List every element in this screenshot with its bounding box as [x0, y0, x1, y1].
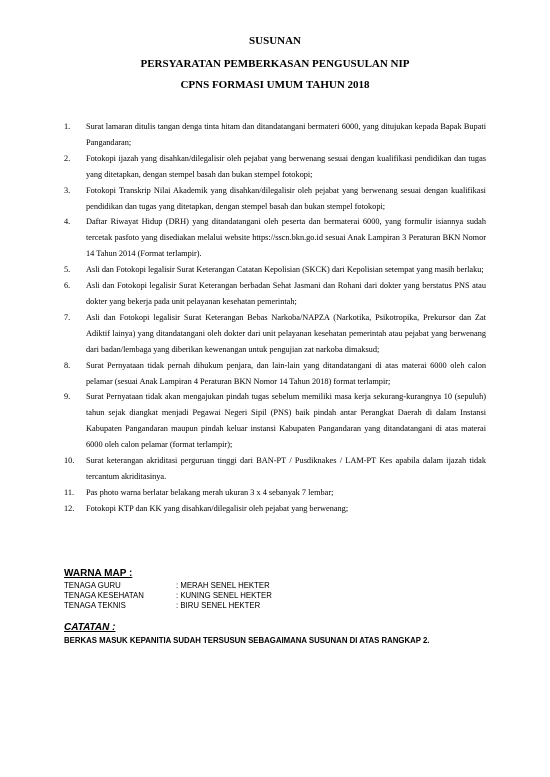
list-item: [64, 262, 486, 278]
map-row: [64, 581, 272, 591]
item-number: 6.: [64, 281, 71, 291]
item-text: Fotokopi KTP dan KK yang disahkan/dilegalisir oleh pejabat yang berwenang;: [86, 503, 349, 513]
item-text: Surat Pernyataan tidak akan mengajukan pindah tugas sebelum memiliki masa kerja sekurang-kurangnya 10 (sepuluh) tahun sejak diangkat menjadi Pegawai Negeri Sipil (PNS) baik pindah antar Perangkat Daerah di dalam Instansi Kabupaten Pangandaran maupun pindah keluar instansi Kabupaten Pangandaran yang ditandatangani di atas materai 6000 oleh calon pelamar (format terlampir);: [86, 392, 486, 450]
item-number: 9.: [64, 392, 71, 402]
list-item: [64, 151, 486, 183]
doc-subtitle: PERSYARATAN PEMBERKASAN PENGUSULAN NIP: [140, 58, 410, 70]
list-item: [64, 214, 486, 262]
item-text: Surat Pernyataan tidak pernah dihukum penjara, dan lain-lain yang ditandatangani di atas materai 6000 oleh calon pelamar (sesuai Anak Lampiran 4 Peraturan BKN Nomor 14 Tahun 2018) format terlampir;: [86, 360, 486, 386]
list-item: [64, 358, 486, 390]
item-number: 12.: [64, 503, 75, 513]
item-text: Asli dan Fotokopi legalisir Surat Keterangan Catatan Kepolisian (SKCK) dari Kepolisian setempat yang masih berlaku;: [86, 265, 484, 275]
map-row: [64, 591, 272, 601]
map-row-value: : KUNING SENEL HEKTER: [176, 591, 272, 600]
item-text: Surat lamaran ditulis tangan denga tinta hitam dan ditandatangani bermateri 6000, yang ditujukan kepada Bapak Bupati Pangandaran;: [86, 122, 486, 147]
map-row-value: : MERAH SENEL HEKTER: [176, 581, 270, 590]
item-number: 5.: [64, 265, 71, 275]
map-row-key: TENAGA GURU: [64, 581, 121, 590]
item-number: 3.: [64, 185, 71, 195]
item-text: Fotokopi Transkrip Nilai Akademik yang disahkan/dilegalisir oleh pejabat yang berwenang sesuai dengan kualifikasi pendidikan dan tugas yang ditetapkan, dengan stempel basah dan bukan stempel fotokopi;: [86, 185, 486, 211]
list-item: [64, 119, 486, 151]
list-item: [64, 501, 486, 517]
map-row-key: TENAGA KESEHATAN: [64, 591, 144, 600]
item-number: 8.: [64, 360, 71, 370]
map-row-key: TENAGA TEKNIS: [64, 601, 126, 610]
item-number: 1.: [64, 122, 71, 131]
list-item: [64, 485, 486, 501]
item-number: 4.: [64, 217, 71, 227]
map-row: [64, 601, 272, 611]
doc-subtitle-year: CPNS FORMASI UMUM TAHUN 2018: [180, 79, 370, 91]
item-number: 11.: [64, 487, 75, 497]
catatan-title: CATATAN :: [64, 622, 116, 633]
item-number: 10.: [64, 456, 75, 466]
warna-map-list: [64, 581, 272, 611]
requirements-list: [64, 119, 486, 517]
list-item: [64, 389, 486, 453]
list-item: [64, 183, 486, 215]
item-text: Pas photo warna berlatar belakang merah ukuran 3 x 4 sebanyak 7 lembar;: [86, 487, 334, 497]
item-text: Asli dan Fotokopi legalisir Surat Keterangan berbadan Sehat Jasmani dan Rohani dari dokter yang berstatus PNS atau dokter yang bekerja pada unit pelayanan kesehatan pemerintah;: [86, 281, 486, 306]
catatan-text: BERKAS MASUK KEPANITIA SUDAH TERSUSUN SEBAGAIMANA SUSUNAN DI ATAS RANGKAP 2.: [64, 636, 430, 645]
doc-title: SUSUNAN: [249, 35, 301, 47]
item-text: Daftar Riwayat Hidup (DRH) yang ditandatangani oleh peserta dan bermaterai 6000, yang formulir isiannya sudah tercetak pasfoto yang disediakan melalui website https://sscn.bkn.go.id sesuai Anak Lampiran 3 Peraturan BKN Nomor 14 Tahun 2014 (Format terlampir).: [86, 217, 486, 259]
item-text: Fotokopi ijazah yang disahkan/dilegalisir oleh pejabat yang berwenang sesuai dengan kualifikasi pendidikan dan tugas yang ditetapkan, dengan stempel basah dan bukan stempel fotokopi;: [86, 153, 486, 179]
item-text: Surat keterangan akriditasi perguruan tinggi dari BAN-PT / Pusdiknakes / LAM-PT Kes apabila dalam ijazah tidak tercantum akriditasinya.: [86, 456, 486, 481]
item-text: Asli dan Fotokopi legalisir Surat Keterangan Bebas Narkoba/NAPZA (Narkotika, Psikotropika, Prekursor dan Zat Adiktif lainya) yang ditandatangani oleh dokter dari unit pelayanan kesehatan pemerintah atau pejabat yang berwenang dari badan/lembaga yang diberikan kewenangan untuk pengujian zat narkoba dimaksud;: [86, 312, 486, 354]
map-row-value: : BIRU SENEL HEKTER: [176, 601, 261, 610]
item-number: 2.: [64, 153, 71, 163]
list-item: [64, 310, 486, 358]
list-item: [64, 278, 486, 310]
item-number: 7.: [64, 312, 71, 322]
list-item: [64, 453, 486, 485]
warna-map-title: WARNA MAP :: [64, 568, 133, 579]
